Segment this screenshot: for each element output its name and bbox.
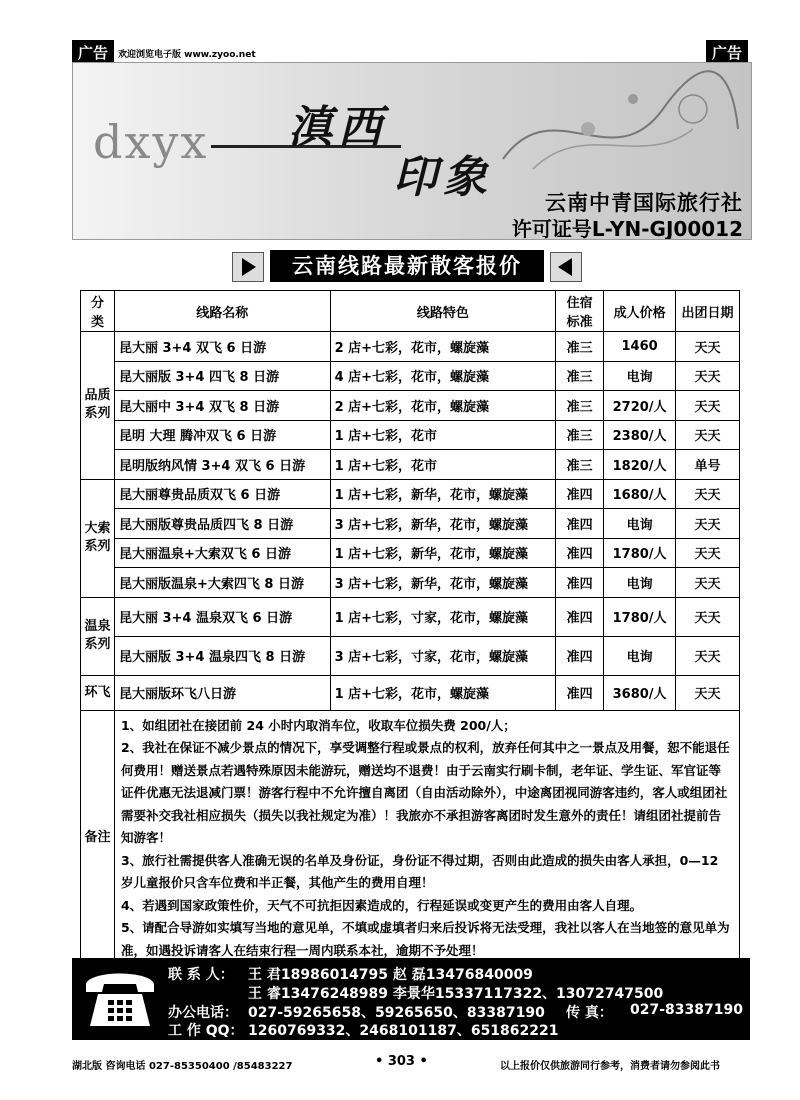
departure-date: 天天 — [676, 538, 740, 568]
adult-price: 电询 — [604, 568, 676, 598]
telephone-icon — [80, 966, 160, 1032]
banner — [72, 62, 752, 240]
route-name: 昆明版纳风情 3+4 双飞 6 日游 — [114, 450, 330, 480]
route-name: 昆大丽温泉+大索双飞 6 日游 — [114, 538, 330, 568]
route-feature: 1 店+七彩，花市 — [330, 450, 556, 480]
note-item: 1、如组团社在接团前 24 小时内取消车位，收取车位损失费 200/人； — [120, 717, 516, 733]
header-hotel: 住宿标准 — [556, 291, 604, 332]
departure-date: 天天 — [676, 332, 740, 362]
departure-date: 单号 — [676, 450, 740, 480]
route-feature: 4 店+七彩，花市，螺旋藻 — [330, 361, 556, 391]
arrow-left-icon — [550, 252, 582, 282]
table-row — [81, 450, 740, 480]
header-route: 线路名称 — [114, 291, 330, 332]
departure-date: 天天 — [676, 479, 740, 509]
table-row — [81, 597, 740, 636]
route-name: 昆大丽版环飞八日游 — [114, 675, 330, 710]
table-row — [81, 332, 740, 362]
hotel-standard: 准四 — [556, 509, 604, 539]
banner-logo: dxyx — [93, 115, 209, 169]
table-row — [81, 636, 740, 675]
route-feature: 2 店+七彩，花市，螺旋藻 — [330, 391, 556, 421]
agency-name: 云南中青国际旅行社 — [545, 191, 743, 215]
header-category: 分类 — [81, 291, 115, 332]
hotel-standard: 准三 — [556, 450, 604, 480]
hotel-standard: 准四 — [556, 675, 604, 710]
route-feature: 2 店+七彩，花市，螺旋藻 — [330, 332, 556, 362]
hotel-standard: 准三 — [556, 361, 604, 391]
route-name: 昆大丽版 3+4 四飞 8 日游 — [114, 361, 330, 391]
route-feature: 1 店+七彩，花市 — [330, 420, 556, 450]
route-feature: 1 店+七彩，新华，花市，螺旋藻 — [330, 479, 556, 509]
route-feature: 1 店+七彩，花市，螺旋藻 — [330, 675, 556, 710]
section-title: 云南线路最新散客报价 — [270, 250, 544, 282]
route-feature: 3 店+七彩，寸家，花市，螺旋藻 — [330, 636, 556, 675]
table-row — [81, 420, 740, 450]
adult-price: 1460 — [604, 332, 676, 362]
departure-date: 天天 — [676, 597, 740, 636]
table-row — [81, 538, 740, 568]
qq-numbers: 1260769332、2468101187、651862221 — [248, 1023, 559, 1039]
departure-date: 天天 — [676, 361, 740, 391]
table-row — [81, 391, 740, 421]
adult-price: 1780/人 — [604, 538, 676, 568]
section-title-bar — [232, 250, 582, 284]
contact-line-2: 王 睿13476248989 李景华15337117322、13072747500 — [248, 986, 664, 1002]
hotel-standard: 准四 — [556, 636, 604, 675]
adult-price: 电询 — [604, 361, 676, 391]
adult-price: 1680/人 — [604, 479, 676, 509]
fax-number: 027-83387190 — [630, 1002, 743, 1018]
table-row — [81, 361, 740, 391]
footer-disclaimer: 以上报价仅供旅游同行参考，消费者请勿参阅此书 — [500, 1061, 720, 1072]
category-label: 温泉系列 — [81, 597, 115, 675]
route-name: 昆大丽 3+4 温泉双飞 6 日游 — [114, 597, 330, 636]
route-name: 昆明 大理 腾冲双飞 6 日游 — [114, 420, 330, 450]
header-price: 成人价格 — [604, 291, 676, 332]
license-number: 许可证号L-YN-GJ00012 — [511, 217, 743, 240]
note-item: 3、旅行社需提供客人准确无误的名单及身份证，身份证不得过期，否则由此造成的损失由客人承担，0—12 岁儿童报价只含车位费和半正餐，其他产生的费用自理！ — [120, 852, 719, 890]
route-feature: 1 店+七彩，寸家，花市，螺旋藻 — [330, 597, 556, 636]
category-label: 环飞 — [81, 675, 115, 710]
route-feature: 3 店+七彩，新华，花市，螺旋藻 — [330, 509, 556, 539]
swirl-ornament-icon — [493, 69, 743, 179]
adult-price: 1780/人 — [604, 597, 676, 636]
adult-price: 2720/人 — [604, 391, 676, 421]
adult-price: 3680/人 — [604, 675, 676, 710]
departure-date: 天天 — [676, 636, 740, 675]
departure-date: 天天 — [676, 420, 740, 450]
banner-calligraphy-1: 滇西 — [288, 102, 388, 153]
route-name: 昆大丽版 3+4 温泉四飞 8 日游 — [114, 636, 330, 675]
table-row — [81, 509, 740, 539]
hotel-standard: 准四 — [556, 538, 604, 568]
table-header-row — [81, 291, 740, 332]
contact-bar — [72, 958, 750, 1040]
fax-label: 传 真： — [566, 1005, 613, 1021]
note-item: 5、请配合导游如实填写当地的意见单，不填或虚填者归来后投诉将无法受理，我社以客人在当地签的意见单为准，如遇投诉请客人在结束行程一周内联系本社，逾期不予处理！ — [120, 920, 730, 958]
adult-price: 电询 — [604, 509, 676, 539]
notes-label: 备注 — [81, 710, 115, 967]
hotel-standard: 准三 — [556, 420, 604, 450]
price-table — [80, 290, 740, 967]
hotel-standard: 准四 — [556, 479, 604, 509]
adult-price: 2380/人 — [604, 420, 676, 450]
qq-label: 工 作 QQ： — [168, 1023, 244, 1039]
ad-tag-left: 广告 — [72, 40, 114, 65]
office-phones: 027-59265658、59265650、83387190 — [248, 1005, 545, 1021]
header-feature: 线路特色 — [330, 291, 556, 332]
note-item: 4、若遇到国家政策性价，天气不可抗拒因素造成的，行程延误或变更产生的费用由客人自理。 — [120, 897, 643, 913]
hotel-standard: 准三 — [556, 391, 604, 421]
departure-date: 天天 — [676, 675, 740, 710]
route-feature: 3 店+七彩，新华，花市，螺旋藻 — [330, 568, 556, 598]
route-name: 昆大丽尊贵品质双飞 6 日游 — [114, 479, 330, 509]
ad-tag-right: 广告 — [706, 40, 748, 65]
table-row — [81, 479, 740, 509]
header-departure: 出团日期 — [676, 291, 740, 332]
route-name: 昆大丽版尊贵品质四飞 8 日游 — [114, 509, 330, 539]
office-label: 办公电话： — [168, 1005, 238, 1021]
contact-line-1: 王 君18986014795 赵 磊13476840009 — [248, 967, 533, 983]
footer-hotline: 湖北版 咨询电话 027-85350400 /85483227 — [72, 1061, 293, 1072]
hotel-standard: 准三 — [556, 332, 604, 362]
category-label: 大索系列 — [81, 479, 115, 597]
welcome-text: 欢迎浏览电子版 www.zyoo.net — [118, 50, 256, 60]
route-feature: 1 店+七彩，新华，花市，螺旋藻 — [330, 538, 556, 568]
adult-price: 电询 — [604, 636, 676, 675]
hotel-standard: 准四 — [556, 568, 604, 598]
banner-calligraphy-2: 印象 — [393, 152, 493, 203]
notes-content — [114, 710, 739, 967]
departure-date: 天天 — [676, 568, 740, 598]
departure-date: 天天 — [676, 509, 740, 539]
table-row — [81, 568, 740, 598]
route-name: 昆大丽中 3+4 双飞 8 日游 — [114, 391, 330, 421]
arrow-right-icon — [232, 252, 264, 282]
adult-price: 1820/人 — [604, 450, 676, 480]
category-label: 品质系列 — [81, 332, 115, 480]
route-name: 昆大丽版温泉+大索四飞 8 日游 — [114, 568, 330, 598]
route-name: 昆大丽 3+4 双飞 6 日游 — [114, 332, 330, 362]
note-item: 2、我社在保证不减少景点的情况下，享受调整行程或景点的权利，放弃任何其中之一景点及用餐，恕不能退任何费用！赠送景点若遇特殊原因未能游玩，赠送均不退费！由于云南实行刷卡制，老年证、学生证、军官证等证件优惠无法退减门票！游客行程中不允许擅自离团（自由活动除外），中途离团视同游客违约，客人或组团社需要补交我社相应损失（损失以我社规定为准）！我旅亦不承担游客离团时发生意外的责任！请组团社提前告知游客！ — [120, 740, 730, 845]
contact-label: 联 系 人： — [168, 967, 234, 983]
notes-row — [81, 710, 740, 967]
departure-date: 天天 — [676, 391, 740, 421]
page-number: • 303 • — [375, 1054, 428, 1069]
hotel-standard: 准四 — [556, 597, 604, 636]
table-row — [81, 675, 740, 710]
